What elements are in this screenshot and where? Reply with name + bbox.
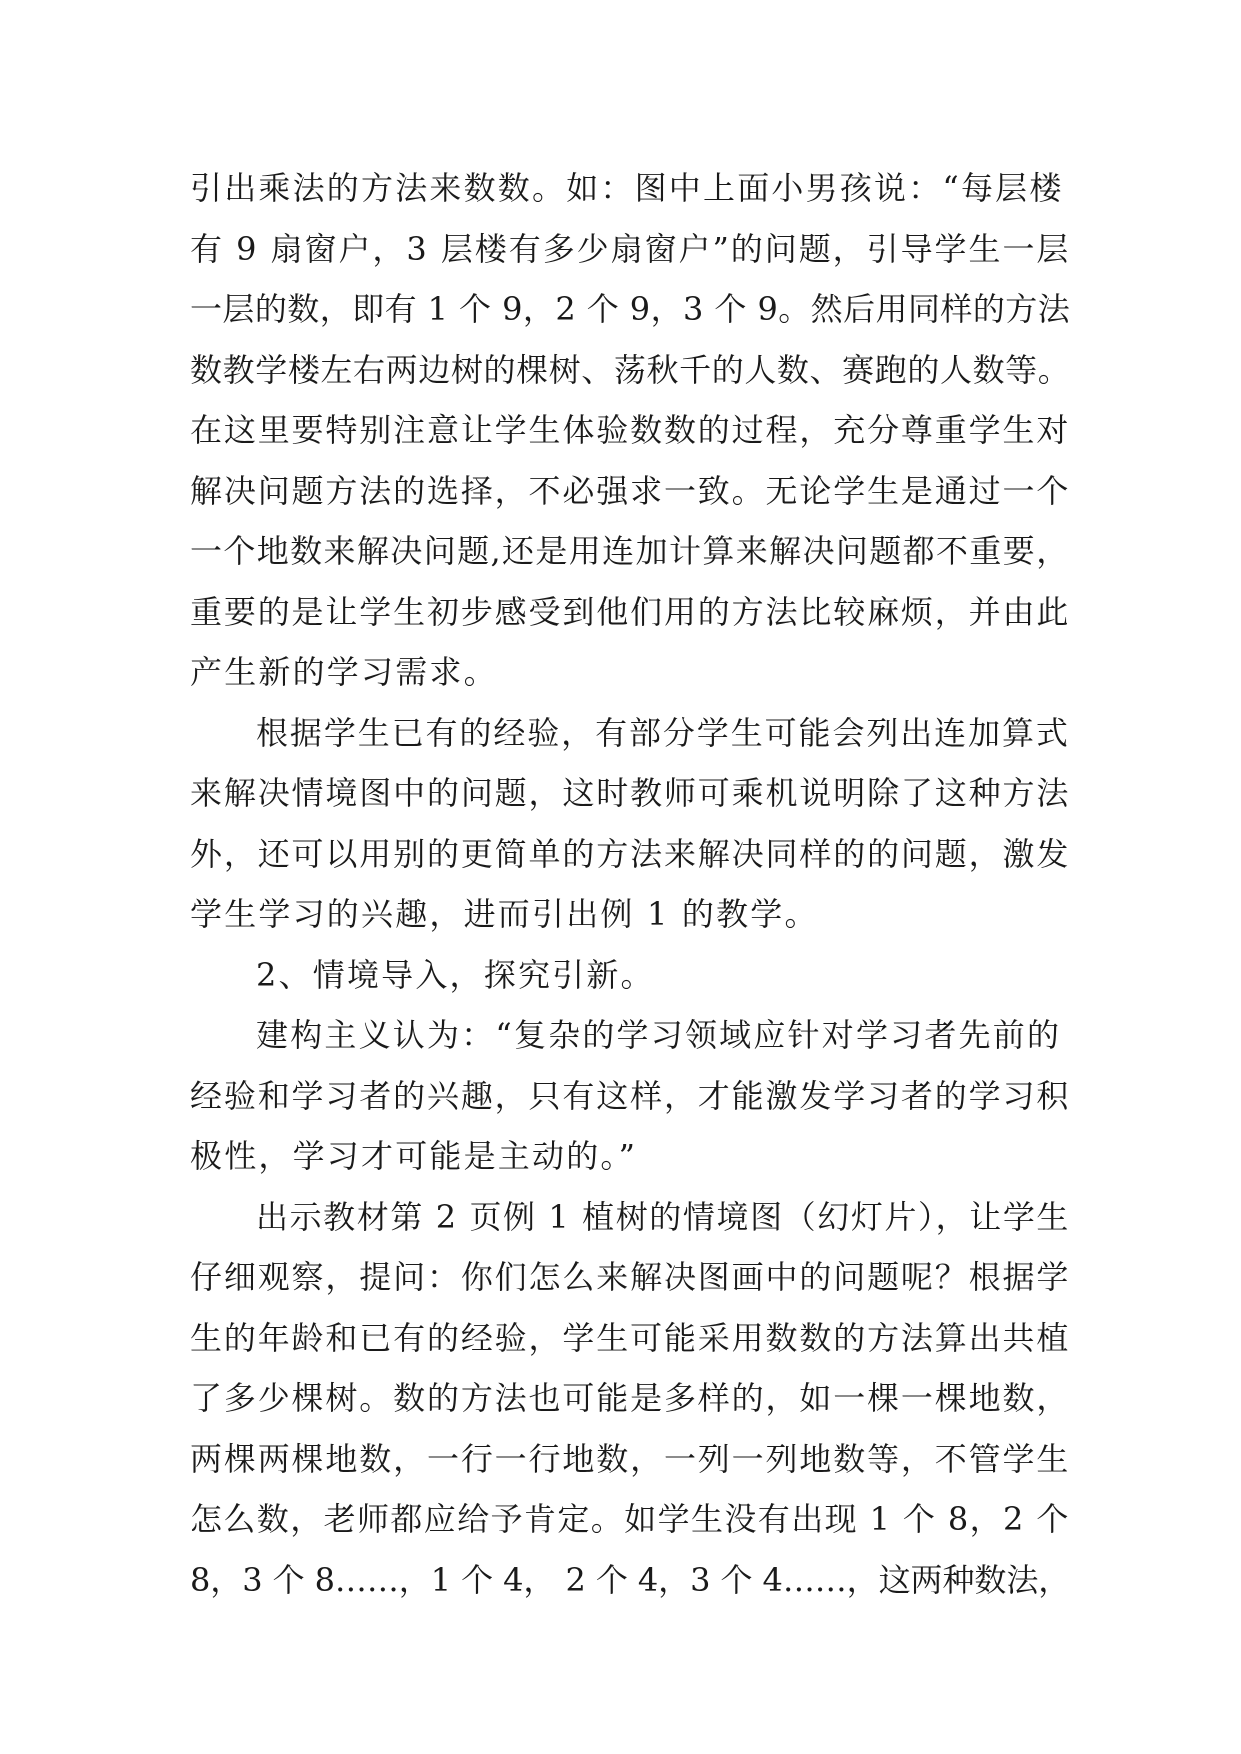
text-line: 一层的数，即有 1 个 9，2 个 9，3 个 9。然后用同样的方法 [190, 290, 1071, 328]
text-line: 学生学习的兴趣，进而引出例 1 的教学。 [190, 895, 819, 933]
text-line: 建构主义认为：“复杂的学习领域应针对学习者先前的 [256, 1016, 1062, 1054]
text-line: 生的年龄和已有的经验，学生可能采用数数的方法算出共植 [190, 1318, 1071, 1357]
text-line: 仔细观察，提问：你们怎么来解决图画中的问题呢？根据学 [190, 1258, 1071, 1296]
body-text [190, 158, 1071, 1610]
text-line: 怎么数，老师都应给予肯定。如学生没有出现 1 个 8，2 个 [190, 1500, 1070, 1538]
text-line: 产生新的学习需求。 [190, 653, 498, 691]
text-line: 有 9 扇窗户，3 层楼有多少扇窗户”的问题，引导学生一层 [190, 229, 1071, 268]
text-line: 2、情境导入，探究引新。 [256, 955, 655, 994]
text-line: 根据学生已有的经验，有部分学生可能会列出连加算式 [256, 713, 1070, 752]
text-line: 数教学楼左右两边树的棵树、荡秋千的人数、赛跑的人数等。 [190, 350, 1071, 389]
text-line: 了多少棵树。数的方法也可能是多样的，如一棵一棵地数， [190, 1379, 1071, 1417]
text-line: 重要的是让学生初步感受到他们用的方法比较麻烦，并由此 [190, 592, 1071, 631]
text-line: 两棵两棵地数，一行一行地数，一列一列地数等，不管学生 [190, 1439, 1071, 1478]
text-line: 外，还可以用别的更简单的方法来解决同样的的问题，激发 [190, 834, 1071, 873]
text-line: 来解决情境图中的问题，这时教师可乘机说明除了这种方法 [190, 774, 1071, 812]
text-line: 极性，学习才可能是主动的。” [190, 1137, 638, 1175]
text-line: 8，3 个 8……，1 个 4， 2 个 4，3 个 4……，这两种数法， [190, 1560, 1071, 1599]
text-line: 一个地数来解决问题,还是用连加计算来解决问题都不重要， [190, 532, 1070, 570]
text-line: 解决问题方法的选择，不必强求一致。无论学生是通过一个 [190, 471, 1071, 510]
text-line: 出示教材第 2 页例 1 植树的情境图（幻灯片），让学生 [256, 1197, 1071, 1236]
text-line: 引出乘法的方法来数数。如：图中上面小男孩说：“每层楼 [190, 169, 1064, 207]
text-line: 经验和学习者的兴趣，只有这样，才能激发学习者的学习积 [190, 1076, 1071, 1115]
text-line: 在这里要特别注意让学生体验数数的过程，充分尊重学生对 [190, 411, 1071, 449]
